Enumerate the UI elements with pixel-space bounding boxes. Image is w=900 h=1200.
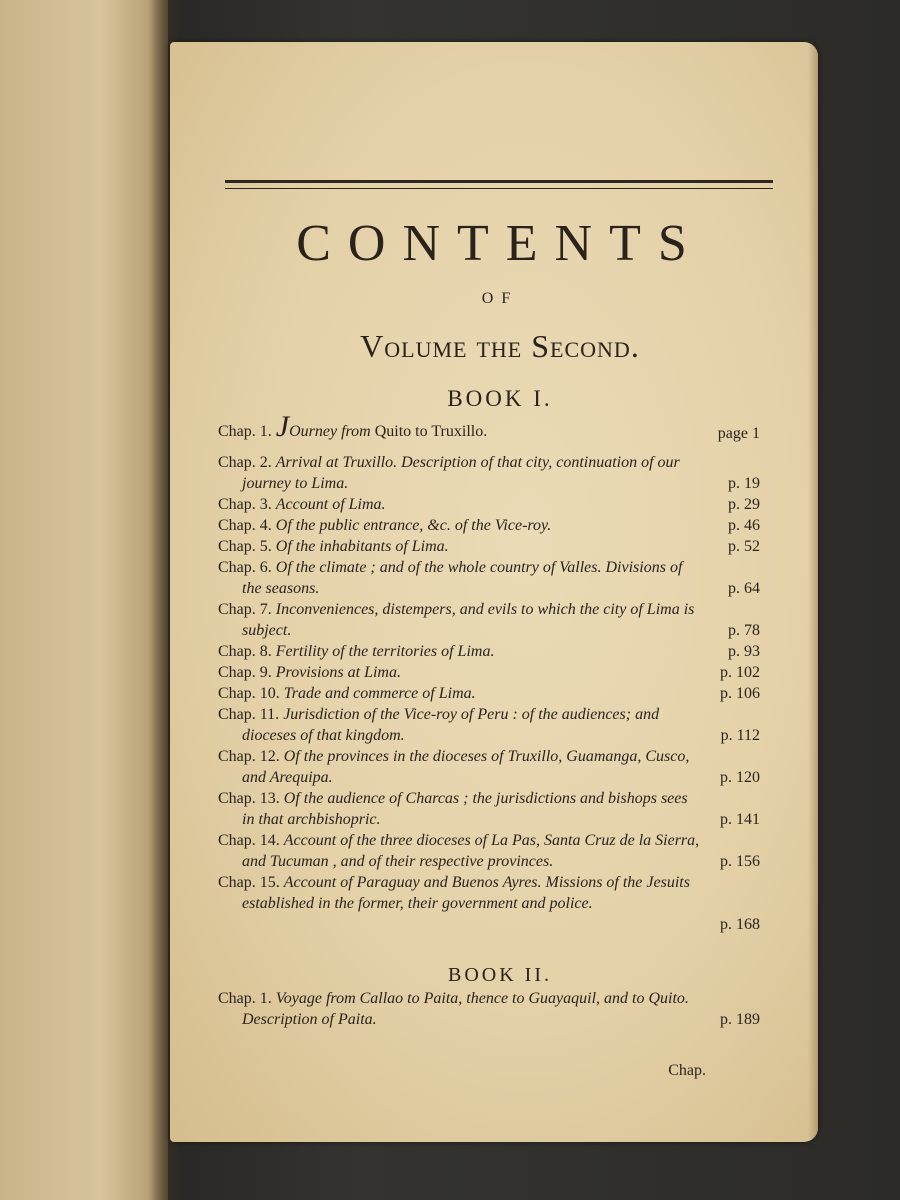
chapter-page: p. 141 — [720, 811, 760, 828]
chapter-entry — [218, 599, 760, 641]
chapter-entry — [218, 557, 760, 599]
chapter-title-rest: Quito to Truxillo. — [370, 423, 488, 440]
chapter-title: Of the audience of Charcas ; the jurisdictions and bishops sees in that archbishopric. — [242, 790, 688, 828]
chapter-page: p. 112 — [720, 727, 760, 744]
volume-title: Volume the Second. — [360, 328, 640, 364]
page-edge — [808, 42, 818, 1142]
chapter-number: Chap. 10. — [218, 685, 280, 702]
chapter-title: Account of Paraguay and Buenos Ayres. Missions of the Jesuits established in the former, their government and police. — [242, 874, 690, 912]
title-of: OF — [481, 290, 519, 307]
chapter-page: page 1 — [717, 425, 760, 442]
chapter-title: Account of Lima. — [275, 496, 386, 513]
chapter-entry — [218, 988, 760, 1030]
chapter-page: p. 19 — [728, 475, 760, 492]
chapter-title: Account of the three dioceses of La Pas, Santa Cruz de la Sierra, and Tucuman , and of their respective provinces. — [242, 832, 700, 870]
top-rule-thick — [225, 180, 773, 183]
chapter-page: p. 64 — [728, 580, 760, 597]
chapter-title: Of the provinces in the dioceses of Truxillo, Guamanga, Cusco, and Arequipa. — [242, 748, 690, 786]
chapter-entry — [218, 683, 760, 704]
chapter-entry — [218, 412, 760, 442]
chapter-number: Chap. 14. — [218, 832, 280, 849]
chapter-page: p. 78 — [728, 622, 760, 639]
page-title: CONTENTS — [296, 215, 704, 272]
chapter-number: Chap. 12. — [218, 748, 280, 765]
chapter-page: p. 52 — [728, 538, 760, 555]
chapter-title: Arrival at Truxillo. Description of that city, continuation of our journey to Lima. — [242, 454, 680, 492]
chapter-number: Chap. 6. — [218, 559, 272, 576]
chapter-page: p. 93 — [728, 643, 760, 660]
chapter-page: p. 120 — [720, 769, 760, 786]
chapter-title-italic: Ourney from — [289, 423, 371, 440]
chapter-number: Chap. 9. — [218, 664, 272, 681]
chapter-number: Chap. 15. — [218, 874, 280, 891]
book-1-heading: BOOK I. — [447, 386, 553, 411]
chapter-title: Voyage from Callao to Paita, thence to Guayaquil, and to Quito. Description of Paita. — [242, 990, 689, 1028]
chapter-number: Chap. 11. — [218, 706, 280, 723]
chapter-initial: J — [275, 410, 290, 443]
chapter-entry — [218, 746, 760, 788]
chapter-entry — [218, 515, 760, 536]
chapter-page: p. 106 — [720, 685, 760, 702]
catchword: Chap. — [668, 1062, 706, 1079]
chapter-page: p. 168 — [720, 916, 760, 933]
chapter-entry — [218, 494, 760, 515]
chapter-title: Trade and commerce of Lima. — [283, 685, 476, 702]
chapter-page: p. 102 — [720, 664, 760, 681]
chapter-entry — [218, 872, 760, 914]
book-2-chapter-list — [218, 988, 760, 1030]
contents-page — [170, 42, 818, 1142]
chapter-title: Provisions at Lima. — [275, 664, 401, 681]
book-1-chapter-list — [218, 412, 760, 935]
chapter-title: Inconveniences, distempers, and evils to which the city of Lima is subject. — [242, 601, 695, 639]
chapter-title: Of the climate ; and of the whole country of Valles. Divisions of the seasons. — [242, 559, 683, 597]
chapter-title: Fertility of the territories of Lima. — [275, 643, 495, 660]
chapter-entry — [218, 452, 760, 494]
chapter-number: Chap. 4. — [218, 517, 272, 534]
chapter-title: Of the inhabitants of Lima. — [275, 538, 449, 555]
chapter-number: Chap. 2. — [218, 454, 272, 471]
book-2-heading: BOOK II. — [448, 964, 552, 986]
chapter-number: Chap. 1. — [218, 423, 272, 440]
chapter-entry — [218, 641, 760, 662]
chapter-entry — [218, 788, 760, 830]
chapter-entry — [218, 536, 760, 557]
chapter-entry — [218, 830, 760, 872]
chapter-page: p. 156 — [720, 853, 760, 870]
chapter-page: p. 46 — [728, 517, 760, 534]
chapter-number: Chap. 13. — [218, 790, 280, 807]
facing-page — [0, 0, 168, 1200]
chapter-title: Of the public entrance, &c. of the Vice-roy. — [275, 517, 552, 534]
chapter-number: Chap. 8. — [218, 643, 272, 660]
chapter-title: Jurisdiction of the Vice-roy of Peru : of the audiences; and dioceses of that kingdom. — [242, 706, 660, 744]
chapter-page: p. 189 — [720, 1011, 760, 1028]
chapter-number: Chap. 1. — [218, 990, 272, 1007]
chapter-page: p. 29 — [728, 496, 760, 513]
chapter-entry — [218, 704, 760, 746]
chapter-entry — [218, 662, 760, 683]
chapter-number: Chap. 5. — [218, 538, 272, 555]
chapter-number: Chap. 7. — [218, 601, 272, 618]
top-rule-thin — [225, 188, 773, 189]
chapter-number: Chap. 3. — [218, 496, 272, 513]
